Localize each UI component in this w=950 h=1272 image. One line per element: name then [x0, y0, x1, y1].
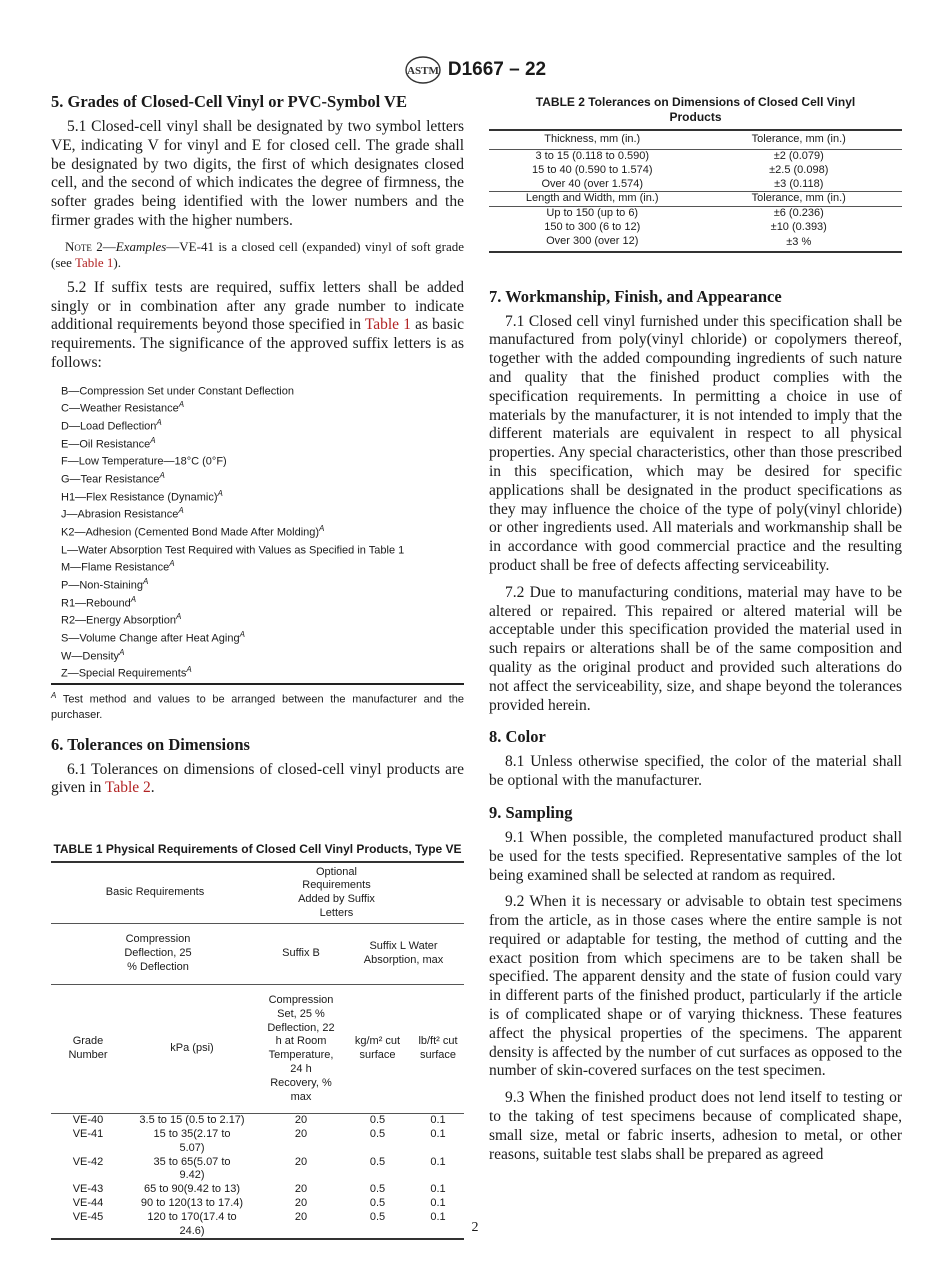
header-tolerance: Tolerance, mm (in.): [751, 192, 846, 205]
paragraph-7-2: 7.2 Due to manufacturing conditions, material may have to be altered or repaired. This repaired or altered material will be acceptable under this specification provided the material used in such repairs or alterations shall be of the same composition and quality as the original product and provided such alterations do not affect the serviceability, size, and shape beyond the tolerances provided herein.: [489, 583, 902, 714]
astm-logo-icon: [404, 55, 442, 85]
footnote-divider: [51, 683, 464, 685]
footnote-text: Test method and values to be arranged between the manufacturer and the purchaser.: [51, 693, 464, 721]
list-item: S—Volume Change after Heat Aging$^A$: [61, 629, 245, 645]
table-row: 150 to 300 (6 to 12) ±10 (0.393): [544, 220, 827, 233]
list-item: J—Abrasion Resistance$^A$: [61, 506, 184, 522]
header-optional-requirements: Optional Requirements Added by Suffix Letters: [298, 865, 375, 919]
paragraph-9-1: 9.1 When possible, the completed manufactured product shall be used for the tests specified. Representative samples of the lot being examined shall be selected at random as required.: [489, 828, 902, 884]
header-length-width: Length and Width, mm (in.): [525, 192, 659, 205]
list-item: D—Load Deflection$^A$: [61, 418, 162, 433]
col-lb-ft2: lb/ft² cut surface: [418, 1035, 458, 1062]
section-7-heading: 7. Workmanship, Finish, and Appearance: [489, 286, 782, 306]
section-5-heading: 5. Grades of Closed-Cell Vinyl or PVC-Symbol VE: [51, 92, 407, 111]
note-2: [51, 239, 464, 271]
right-column: [489, 95, 902, 1172]
col-kg-m2: kg/m² cut surface: [354, 1035, 401, 1062]
note-dash: —: [102, 238, 116, 254]
list-item: K2—Adhesion (Cemented Bond Made After Molding)$^A$: [61, 524, 325, 539]
header-thickness: Thickness, mm (in.): [544, 133, 641, 146]
table-1: [51, 861, 464, 1240]
list-item: R2—Energy Absorption$^A$: [61, 612, 182, 627]
note-examples: Examples: [115, 238, 167, 254]
note-end: ).: [113, 254, 121, 270]
list-item: M—Flame Resistance$^A$: [61, 559, 175, 574]
suffix-letter-list: [51, 381, 464, 681]
document-id: D1667 – 22: [447, 59, 547, 80]
list-item: B—Compression Set under Constant Deflection: [61, 385, 294, 398]
list-item: H1—Flex Resistance (Dynamic)$^A$: [61, 488, 223, 504]
list-item: E—Oil Resistance$^A$: [61, 435, 156, 451]
col-grade-number: Grade Number: [68, 1035, 108, 1062]
paragraph-6-1: [51, 761, 464, 799]
list-item: R1—Rebound$^A$: [61, 594, 137, 610]
paragraph-8-1: 8.1 Unless otherwise specified, the color of the material shall be optional with the manufacturer.: [489, 753, 902, 790]
table-row: VE-43 65 to 90(9.42 to 13) 20 0.5 0.1: [72, 1183, 446, 1196]
table-row: 15 to 40 (0.590 to 1.574) ±2.5 (0.098): [532, 163, 829, 176]
header-basic-requirements: Basic Requirements: [105, 886, 205, 899]
note-label: Note 2: [65, 238, 103, 254]
table-row: 3 to 15 (0.118 to 0.590) ±2 (0.079): [489, 150, 902, 164]
p61-start: 6.1 Tolerances on dimensions of closed-cell vinyl products are given in: [51, 760, 464, 797]
p52-start: 5.2 If suffix tests are required, suffix letters shall be added singly or in combination after any grade number to indicate additional requirements beyond those specified in: [51, 278, 464, 334]
note-text: —VE-41 is a closed cell (expanded) vinyl of soft grade (see: [51, 238, 464, 270]
paragraph-5-1: 5.1 Closed-cell vinyl shall be designated by two symbol letters VE, indicating V for vinyl and E for closed cell. The grade shall be designated by two digits, the first of which designates closed cell, and the second of which indicates the degree of firmness, the softer grades being identified with the lower numbers and the firmer grades with the higher numbers.: [51, 118, 464, 229]
left-column: [51, 92, 464, 1240]
list-item: P—Non-Staining$^A$: [61, 576, 149, 592]
table-2: [489, 129, 902, 253]
col-kpa: kPa (psi): [170, 1042, 214, 1055]
table-row: VE-44 90 to 120(13 to 17.4) 20 0.5 0.1: [72, 1196, 446, 1209]
table-1-link[interactable]: Table 1: [74, 254, 114, 270]
table-row: Over 40 (over 1.574) ±3 (0.118): [541, 177, 824, 190]
list-item: Z—Special Requirements$^A$: [61, 665, 192, 680]
header-compression-deflection: Compression Deflection, 25 % Deflection: [124, 933, 192, 974]
section-9-heading: 9. Sampling: [489, 802, 573, 822]
footnote-mark: A: [51, 690, 57, 700]
list-item: L—Water Absorption Test Required with Values as Specified in Table 1: [61, 544, 405, 557]
paragraph-9-3: 9.3 When the finished product does not lend itself to testing or to the taking of test specimens because of complicated shape, small size, metal or fabric inserts, adhesion to metal, or other reasons, suitable test slabs shall be prepared as agreed: [489, 1089, 902, 1163]
table-row: VE-42 35 to 65(5.07 to 9.42) 20 0.5 0.1: [72, 1155, 446, 1182]
col-compression-set: Compression Set, 25 % Deflection, 22 h at Room Temperature, 24 h Recovery, % max: [267, 993, 335, 1103]
header-suffix-b: Suffix B: [282, 947, 320, 960]
list-item: C—Weather Resistance$^A$: [61, 400, 185, 416]
table-row: VE-40 3.5 to 15 (0.5 to 2.17) 20 0.5 0.1: [51, 1114, 464, 1128]
table-row: VE-45 120 to 170(17.4 to 24.6) 20 0.5 0.1: [51, 1211, 464, 1240]
list-item: W—Density$^A$: [61, 647, 125, 663]
svg-text:ASTM: ASTM: [406, 65, 439, 77]
list-item: G—Tear Resistance$^A$: [61, 471, 165, 486]
footnote-a: [51, 688, 464, 723]
page-header: [0, 55, 950, 90]
header-suffix-l: Suffix L Water Absorption, max: [363, 940, 444, 967]
section-8-heading: 8. Color: [489, 727, 546, 747]
p61-end: .: [150, 779, 155, 797]
table-2-title: TABLE 2 Tolerances on Dimensions of Closed Cell Vinyl Products: [535, 95, 856, 124]
paragraph-7-1: 7.1 Closed cell vinyl furnished under this specification shall be manufactured from poly(vinyl chloride) or copolymers thereof, together with the added compounding ingredients of such nature and quality that the finished product complies with the specification requirements. In permitting a choice in use of materials by the manufacturer, it is not intended to imply that the different materials are equivalent in respect to all physical properties. Any special characteristics, other than those prescribed in this specification, which may be desired for specific applications shall be designated in the product specifications as they may influence the choice of the type of poly(vinyl chloride) or other ingredients used. All materials and workmanship shall be in accordance with good commercial practice and the resulting product shall be free of defects affecting serviceability.: [489, 312, 902, 574]
table-row: Up to 150 (up to 6) ±6 (0.236): [489, 207, 902, 221]
table-1-title: TABLE 1 Physical Requirements of Closed Cell Vinyl Products, Type VE: [53, 842, 462, 857]
table-1-link[interactable]: Table 1: [364, 316, 411, 334]
page-number: 2: [471, 1220, 479, 1235]
header-tolerance: Tolerance, mm (in.): [751, 133, 846, 146]
p52-end: as basic requirements. The significance of the approved suffix letters is as follows:: [51, 316, 465, 371]
paragraph-9-2: 9.2 When it is necessary or advisable to obtain test specimens from the article, as in those cases where the entire sample is not required or adaptable for testing, the method of cutting and the exact position from which specimens are to be taken shall be specified. The apparent density and the state of fusion could vary in different parts of the finished product, particularly if the article is of complicated shape or of varying thickness. These features affect the physical properties of the specimens. The apparent density is affected by the number of cut surfaces as opposed to the number of skin-covered surfaces on the test specimen.: [489, 893, 902, 1080]
paragraph-5-2: [51, 279, 464, 373]
table-row: VE-41 15 to 35(2.17 to 5.07) 20 0.5 0.1: [72, 1127, 446, 1154]
list-item: F—Low Temperature—18°C (0°F): [61, 456, 227, 469]
section-6-heading: 6. Tolerances on Dimensions: [51, 734, 250, 754]
table-2-link[interactable]: Table 2: [104, 779, 151, 797]
table-row: Over 300 (over 12) ±3 %: [489, 235, 902, 252]
